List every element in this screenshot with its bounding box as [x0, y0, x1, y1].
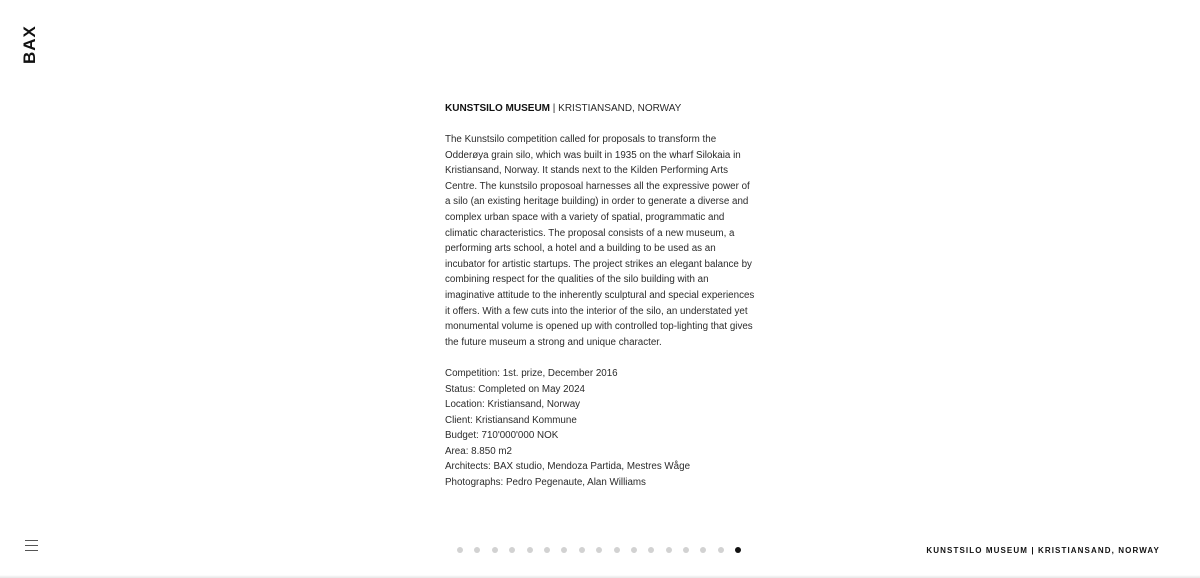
pagination-dot[interactable]	[474, 547, 480, 553]
pagination-dot[interactable]	[579, 547, 585, 553]
pagination-dot[interactable]	[683, 547, 689, 553]
project-info	[445, 102, 757, 491]
fact-architects: Architects: BAX studio, Mendoza Partida, Mestres Wåge	[445, 461, 691, 473]
fact-competition: Competition: 1st. prize, December 2016	[445, 367, 618, 379]
pagination-dot[interactable]	[457, 547, 463, 553]
fact-status: Status: Completed on May 2024	[445, 383, 585, 395]
bax-logo[interactable]	[21, 24, 39, 64]
pagination-dot[interactable]	[596, 547, 602, 553]
project-name: KUNSTSILO MUSEUM	[445, 103, 550, 114]
logo-text: BAX	[20, 25, 39, 64]
project-description: The Kunstsilo competition called for proposals to transform the Odderøya grain silo, which was built in 1935 on the wharf Silokaia in Kristiansand, Norway. It stands next to the Kilden Performing Arts Centre. The kunstsilo proposoal harnesses all the expressive power of a silo (an existing heritage building) in order to generate a diverse and complex urban space with a variety of spatial, programmatic and climatic characteristics. The proposal consists of a new museum, a performing arts school, a hotel and a building to be used as an incubator for artistic startups. The project strikes an elegant balance by combining respect for the qualities of the silo building with an imaginative attitude to the inherently sculptural and special experiences it offers. With a few cuts into the interior of the silo, an understated yet monumental volume is opened up with controlled top-lighting that gives the future museum a strong and unique character.	[445, 134, 755, 348]
pagination-dot[interactable]	[666, 547, 672, 553]
pagination-dot[interactable]	[631, 547, 637, 553]
project-heading	[445, 102, 757, 116]
hamburger-menu-icon[interactable]	[25, 540, 38, 551]
menu-bar	[25, 545, 38, 546]
fact-budget: Budget: 710'000'000 NOK	[445, 430, 559, 442]
footer-project-title: KUNSTSILO MUSEUM | KRISTIANSAND, NORWAY	[926, 546, 1160, 555]
menu-bar	[25, 540, 38, 541]
pagination-dot[interactable]	[561, 547, 567, 553]
pagination-dot[interactable]	[492, 547, 498, 553]
pagination-dot[interactable]	[509, 547, 515, 553]
fact-location: Location: Kristiansand, Norway	[445, 399, 581, 411]
pagination-dot[interactable]	[718, 547, 724, 553]
project-location: KRISTIANSAND, NORWAY	[558, 103, 682, 114]
pagination-dot[interactable]	[527, 547, 533, 553]
menu-bar	[25, 550, 38, 551]
fact-photographs: Photographs: Pedro Pegenaute, Alan Williams	[445, 477, 646, 489]
fact-area: Area: 8.850 m2	[445, 445, 512, 457]
slide-pagination	[457, 547, 741, 553]
heading-separator: |	[550, 103, 559, 114]
pagination-dot[interactable]	[614, 547, 620, 553]
pagination-dot[interactable]	[700, 547, 706, 553]
project-facts	[445, 366, 757, 491]
pagination-dot-active[interactable]	[735, 547, 741, 553]
pagination-dot[interactable]	[648, 547, 654, 553]
pagination-dot[interactable]	[544, 547, 550, 553]
fact-client: Client: Kristiansand Kommune	[445, 414, 577, 426]
